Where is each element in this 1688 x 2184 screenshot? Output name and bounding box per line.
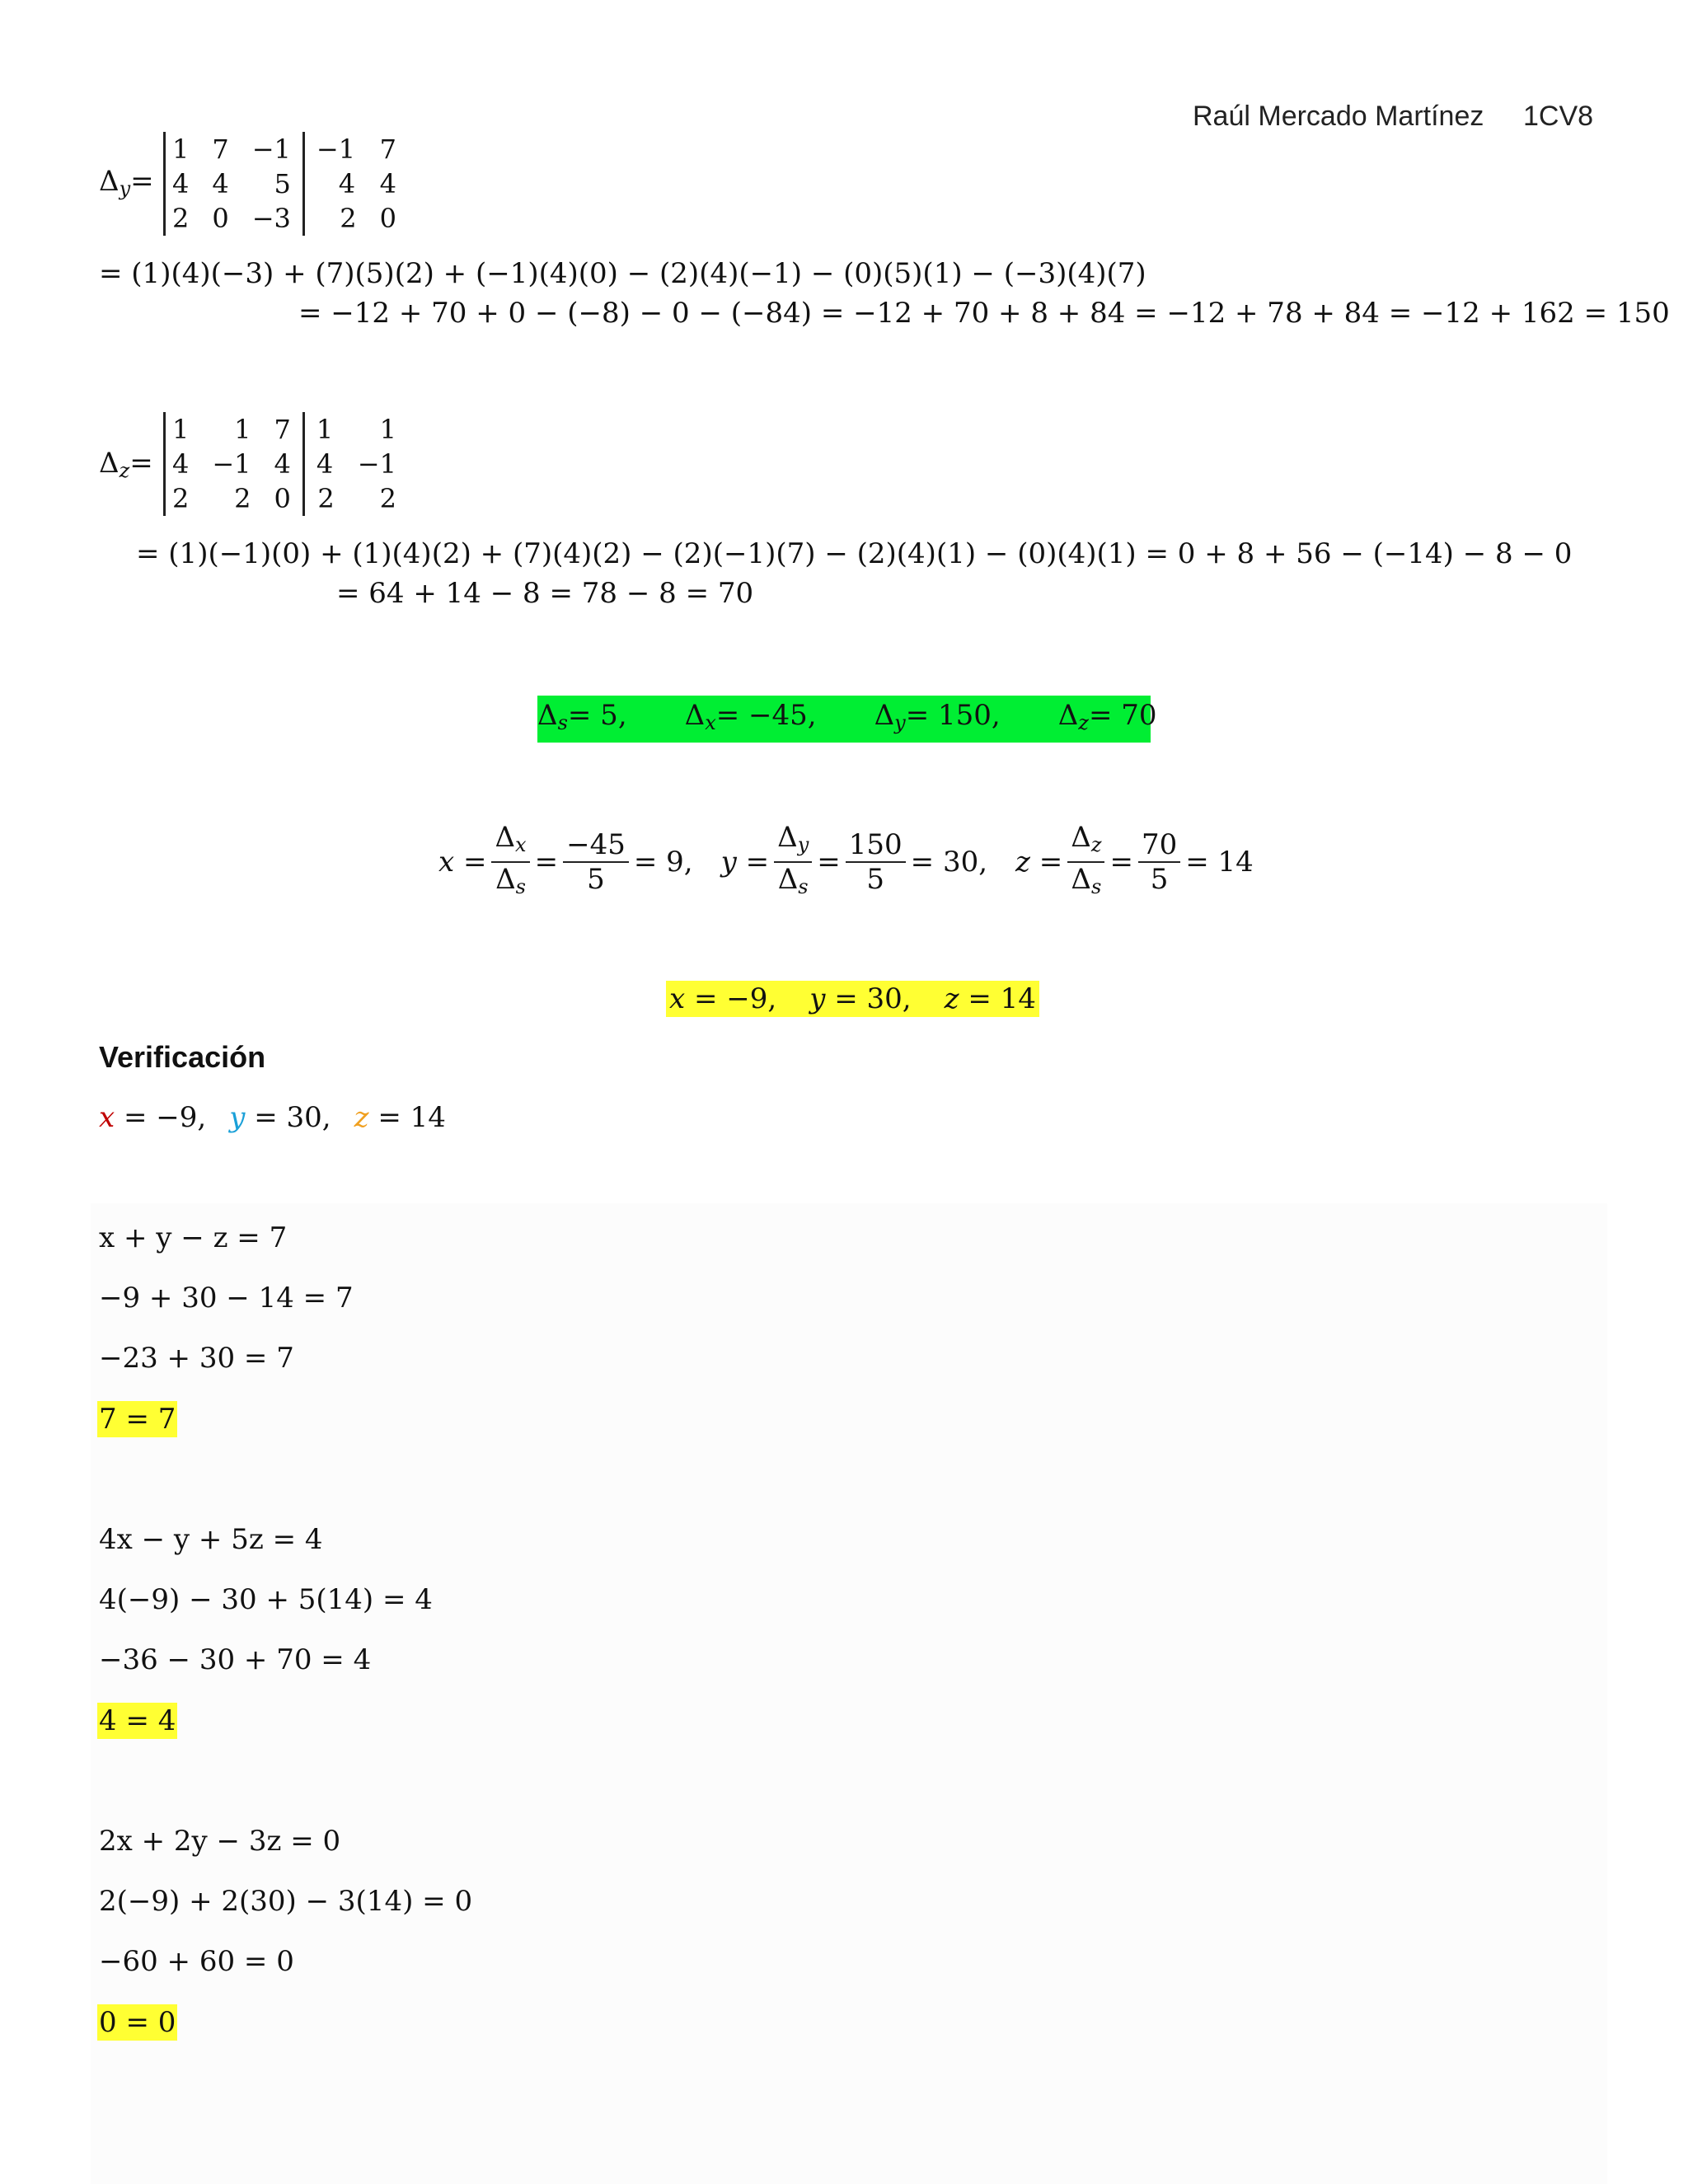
delta-y-label: $\Delta_y=$ — [99, 165, 154, 200]
summary-dy: $\Delta_y= 150$, — [874, 699, 1001, 734]
fraction: $\frac{-45}{5}$ — [563, 828, 629, 896]
eq3-result: 0 = 0 — [99, 2006, 176, 2039]
eq2-result: 4 = 4 — [99, 1704, 176, 1737]
eq3-simplify: −60 + 60 = 0 — [99, 1945, 294, 1978]
author-name: Raúl Mercado Martínez — [1193, 101, 1484, 132]
eq3-substitution: 2(−9) + 2(30) − 3(14) = 0 — [99, 1885, 473, 1918]
summary-dz: $\Delta_z= 70$ — [1057, 699, 1157, 734]
delta-y-matrix — [163, 132, 408, 236]
eq1-result: 7 = 7 — [99, 1403, 176, 1436]
fraction: $\frac{\Delta_z}{\Delta_s}$ — [1067, 821, 1104, 903]
matrix-row: 2 2 0 2 2 — [165, 481, 408, 516]
matrix-row: 2 0 −3 2 0 — [165, 201, 408, 236]
eq1-simplify: −23 + 30 = 7 — [99, 1342, 294, 1375]
verification-values: x = −9, y = 30, z = 14 — [99, 1101, 446, 1134]
cramer-fractions: x = $\frac{\Delta_x}{\Delta_s}$ = $\frac{-45}{5}$ = 9, y = $\frac{\Delta_y}{\Delta_s}$ = $\frac{150}{5}$ = 30, z = $\frac{\Delta_z}{\Delta_s}$ = $\frac{70}{5}$ = 14 — [438, 821, 1254, 903]
eq1-statement: x + y − z = 7 — [99, 1221, 288, 1254]
eq2-substitution: 4(−9) − 30 + 5(14) = 4 — [99, 1583, 433, 1616]
fraction: $\frac{\Delta_x}{\Delta_s}$ — [491, 821, 529, 903]
fraction: $\frac{\Delta_y}{\Delta_s}$ — [774, 821, 812, 903]
eq2-simplify: −36 − 30 + 70 = 4 — [99, 1643, 372, 1676]
delta-y-result: = −12 + 70 + 0 − (−8) − 0 − (−84) = −12 + 70 + 8 + 84 = −12 + 78 + 84 = −12 + 162 = 150 — [298, 297, 1670, 330]
verification-heading: Verificación — [99, 1040, 266, 1074]
delta-y-expansion: = (1)(4)(−3) + (7)(5)(2) + (−1)(4)(0) − (2)(4)(−1) − (0)(5)(1) − (−3)(4)(7) — [99, 257, 1146, 290]
determinants-summary — [537, 696, 1157, 743]
eq2-statement: 4x − y + 5z = 4 — [99, 1523, 323, 1556]
group-code: 1CV8 — [1523, 101, 1594, 132]
delta-z-label: $\Delta_z=$ — [99, 447, 153, 482]
matrix-row: 4 4 5 4 4 — [165, 166, 408, 201]
delta-z-expansion: = (1)(−1)(0) + (1)(4)(2) + (7)(4)(2) − (2)(−1)(7) − (2)(4)(1) − (0)(4)(1) = 0 + 8 + 56 − (−14) − 8 − 0 — [136, 537, 1573, 570]
eq3-statement: 2x + 2y − 3z = 0 — [99, 1825, 341, 1858]
eq1-substitution: −9 + 30 − 14 = 7 — [99, 1282, 354, 1315]
page-shade — [91, 1203, 1607, 2184]
fraction: $\frac{70}{5}$ — [1138, 828, 1180, 896]
matrix-row: 4 −1 4 4 −1 — [165, 447, 408, 481]
solution-highlight: x = −9, y = 30, z = 14 — [666, 981, 1039, 1017]
matrix-row: 1 7 −1 −1 7 — [165, 132, 408, 166]
matrix-row: 1 1 7 1 1 — [165, 412, 408, 447]
delta-z-matrix — [163, 412, 408, 516]
summary-dx: $\Delta_x= -45$, — [684, 699, 817, 734]
delta-z-result: = 64 + 14 − 8 = 78 − 8 = 70 — [336, 577, 754, 610]
summary-ds: $\Delta_s= 5$, — [537, 699, 627, 734]
fraction: $\frac{150}{5}$ — [846, 828, 906, 896]
